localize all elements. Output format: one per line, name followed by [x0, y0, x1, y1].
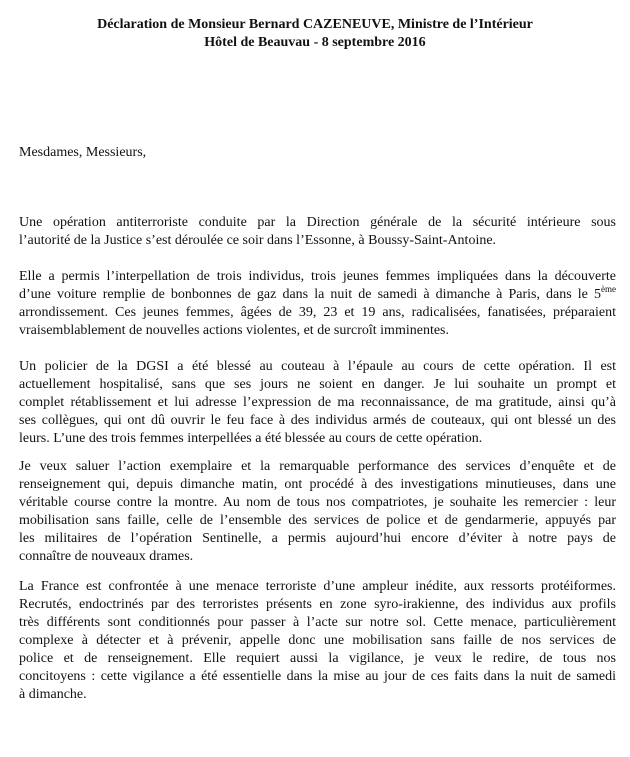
paragraph-line: Recrutés, endoctrinés par des terroristes présents en zone syro-irakienne, des individus aux profils: [19, 597, 616, 612]
paragraph-line: Je veux saluer l’action exemplaire et la remarquable performance des services d’enquête et de: [19, 459, 616, 474]
paragraph-line: police et de renseignement. Elle requiert aussi la vigilance, je veux le redire, de tous nos: [19, 651, 616, 666]
paragraph-line: très différents sont conditionnés pour passer à l’acte sur notre sol. Cette menace, particulièrement: [19, 615, 616, 630]
paragraph-line: actuellement hospitalisé, sans que ses jours ne soient en danger. Je lui souhaite un prompt et: [19, 377, 616, 392]
salutation: Mesdames, Messieurs,: [19, 145, 147, 160]
paragraph-line: vraisemblablement de nouvelles actions violentes, et de surcroît imminentes.: [19, 323, 449, 338]
paragraph-line: l’autorité de la Justice s’est déroulée ce soir dans l’Essonne, à Boussy-Saint-Antoine.: [19, 233, 497, 248]
paragraph-line: complet rétablissement et lui adresse l’expression de ma reconnaissance, de ma gratitude, ainsi qu’à: [19, 395, 616, 410]
header-title: Déclaration de Monsieur Bernard CAZENEUVE, Ministre de l’Intérieur: [97, 17, 533, 32]
paragraph-1: [19, 214, 616, 250]
paragraph-3: [19, 358, 616, 448]
paragraph-line: véritable course contre la montre. Au nom de tous nos compatriotes, je souhaite les remercier : leur: [19, 495, 616, 510]
paragraph-line: les militaires de l’opération Sentinelle, a permis aujourd’hui encore d’éviter à notre pays de: [19, 531, 616, 546]
paragraph-line: arrondissement. Ces jeunes femmes, âgées de 39, 23 et 19 ans, radicalisées, fanatisées, préparaient: [19, 305, 616, 320]
paragraph-line: concitoyens : cette vigilance a été essentielle dans la mise au jour de ces faits dans la nuit de samedi: [19, 669, 616, 684]
header-subtitle: Hôtel de Beauvau - 8 septembre 2016: [204, 35, 426, 50]
paragraph-line: Une opération antiterroriste conduite par la Direction générale de la sécurité intérieure sous: [19, 215, 616, 230]
paragraph-line: leurs. L’une des trois femmes interpellées a été blessée au cours de cette opération.: [19, 431, 483, 446]
paragraph-line: renseignement qui, depuis dimanche matin, ont procédé à des investigations minutieuses, dans une: [19, 477, 616, 492]
paragraph-line: Un policier de la DGSI a été blessé au couteau à l’épaule au cours de cette opération. Il est: [19, 359, 616, 374]
paragraph-line: Elle a permis l’interpellation de trois individus, trois jeunes femmes impliquées dans la découverte: [19, 269, 616, 284]
paragraph-line: connaître de nouveaux drames.: [19, 549, 194, 564]
paragraph-line: ses collègues, qui ont dû ouvrir le feu face à des individus armés de couteaux, qui ont blessé un des: [19, 413, 616, 428]
superscript: ème: [601, 284, 616, 294]
paragraph-line: à dimanche.: [19, 687, 87, 702]
paragraph-line: complexe à détecter et à prévenir, appelle donc une mobilisation sans faille de nos services de: [19, 633, 616, 648]
paragraph-5: [19, 578, 616, 704]
paragraph-2: [19, 268, 616, 340]
paragraph-4: [19, 458, 616, 566]
paragraph-line-text: d’une voiture remplie de bonbonnes de gaz dans la nuit de samedi à dimanche à Paris, dans le 5: [19, 287, 601, 302]
paragraph-line: mobilisation sans faille, celle de l’ensemble des services de police et de gendarmerie, appuyés par: [19, 513, 616, 528]
paragraph-line: La France est confrontée à une menace terroriste d’une ampleur inédite, aux ressorts protéiformes.: [19, 579, 616, 594]
document-header: [0, 16, 630, 52]
paragraph-line-with-superscript: [19, 286, 616, 304]
